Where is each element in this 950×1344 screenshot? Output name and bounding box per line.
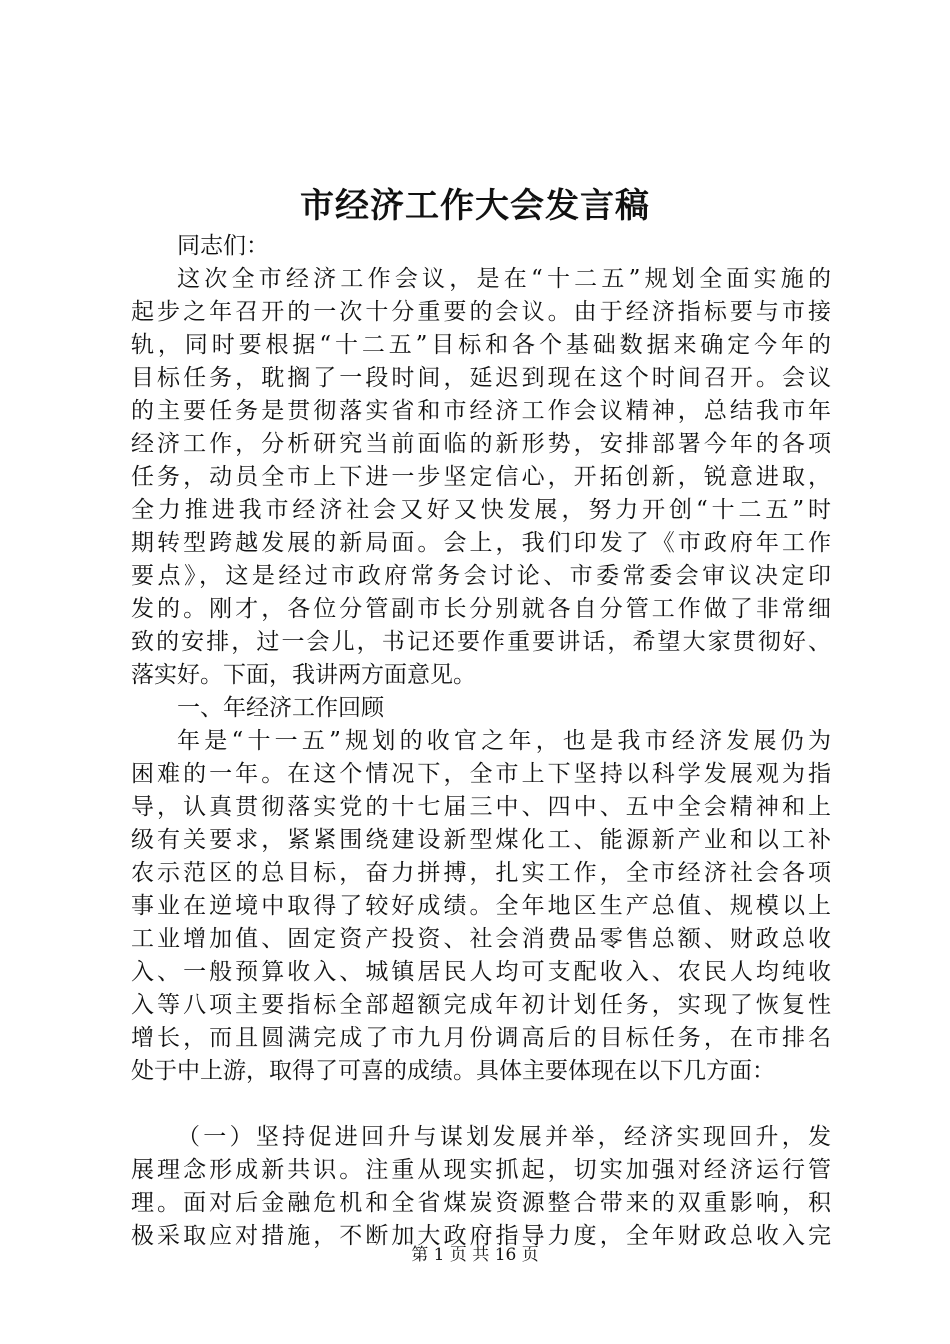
text-line: 农示范区的总目标，奋力拼搏，扎实工作，全市经济社会各项 <box>131 860 831 886</box>
text-line: 工业增加值、固定资产投资、社会消费品零售总额、财政总收 <box>131 926 831 952</box>
text-line: 致的安排，过一会儿，书记还要作重要讲话，希望大家贯彻好、 <box>131 629 831 655</box>
text-line: 任务，动员全市上下进一步坚定信心，开拓创新，锐意进取， <box>131 464 831 490</box>
paragraph-spacer <box>131 1088 831 1121</box>
text-line: 期转型跨越发展的新局面。会上，我们印发了《市政府年工作 <box>131 530 831 556</box>
text-line: 经济工作，分析研究当前面临的新形势，安排部署今年的各项 <box>131 431 831 457</box>
text-line: 起步之年召开的一次十分重要的会议。由于经济指标要与市接 <box>131 299 831 325</box>
document-body <box>131 230 831 1253</box>
text-line: 理。面对后金融危机和全省煤炭资源整合带来的双重影响，积 <box>131 1190 831 1216</box>
text-line: 要点》，这是经过市政府常务会讨论、市委常委会审议决定印 <box>131 563 831 589</box>
text-line: 同志们： <box>177 233 269 259</box>
text-line: 落实好。下面，我讲两方面意见。 <box>131 662 476 688</box>
text-line: 极采取应对措施，不断加大政府指导力度，全年财政总收入完 <box>131 1223 831 1249</box>
text-line: 的主要任务是贯彻落实省和市经济工作会议精神，总结我市年 <box>131 398 831 424</box>
text-line: 处于中上游，取得了可喜的成绩。具体主要体现在以下几方面： <box>131 1058 775 1084</box>
text-line: 事业在逆境中取得了较好成绩。全年地区生产总值、规模以上 <box>131 893 831 919</box>
text-line: 目标任务，耽搁了一段时间，延迟到现在这个时间召开。会议 <box>131 365 831 391</box>
text-line: 轨，同时要根据“十二五”目标和各个基础数据来确定今年的 <box>131 332 831 358</box>
text-line: 这次全市经济工作会议，是在“十二五”规划全面实施的 <box>177 266 831 292</box>
text-line: 发的。刚才，各位分管副市长分别就各自分管工作做了非常细 <box>131 596 831 622</box>
text-line: 展理念形成新共识。注重从现实抓起，切实加强对经济运行管 <box>131 1157 831 1183</box>
text-line: 一、年经济工作回顾 <box>177 695 384 721</box>
text-line: 导，认真贯彻落实党的十七届三中、四中、五中全会精神和上 <box>131 794 831 820</box>
text-line: 全力推进我市经济社会又好又快发展，努力开创“十二五”时 <box>131 497 831 523</box>
text-line: 年是“十一五”规划的收官之年，也是我市经济发展仍为 <box>177 728 831 754</box>
text-line: 增长，而且圆满完成了市九月份调高后的目标任务，在市排名 <box>131 1025 831 1051</box>
document-title: 市经济工作大会发言稿 <box>300 186 650 226</box>
text-line: 级有关要求，紧紧围绕建设新型煤化工、能源新产业和以工补 <box>131 827 831 853</box>
text-line: 困难的一年。在这个情况下，全市上下坚持以科学发展观为指 <box>131 761 831 787</box>
page-footer: 第 1 页 共 16 页 <box>411 1245 539 1265</box>
text-line: 入等八项主要指标全部超额完成年初计划任务，实现了恢复性 <box>131 992 831 1018</box>
text-line: （一）坚持促进回升与谋划发展并举，经济实现回升，发 <box>177 1124 831 1150</box>
text-line: 入、一般预算收入、城镇居民人均可支配收入、农民人均纯收 <box>131 959 831 985</box>
